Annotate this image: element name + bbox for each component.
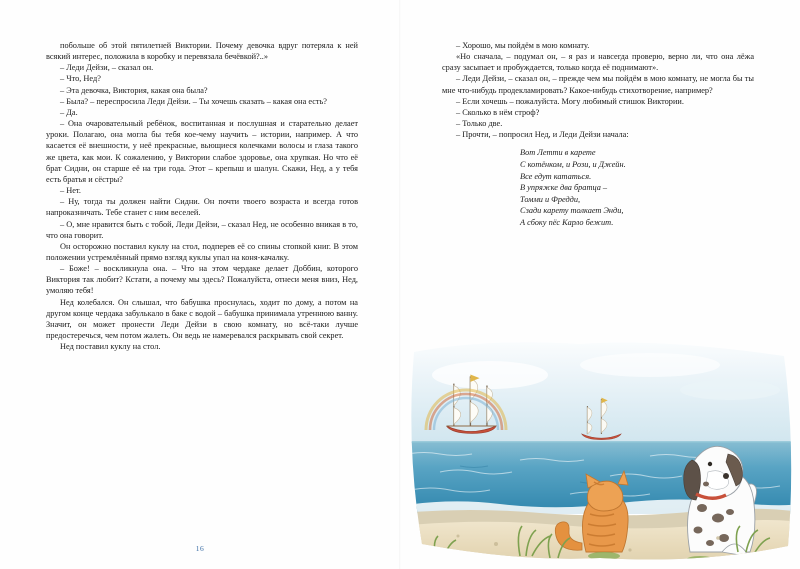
- illustration-canvas: [400, 330, 800, 569]
- paragraph: Нед колебался. Он слышал, что бабушка проснулась, ходит по дому, а потом на другом конце чердака забулькало в баке с водой – бабушка принимала утреннюю ванну. Значит, он может пронести Леди Дейзи в свою комнату, но всё-таки лучше предостеречься, чем потом жалеть. Он ведь не намеревался раскрывать свой секрет.: [46, 297, 358, 341]
- paragraph: – Только две.: [456, 119, 503, 129]
- paragraph: – Что, Нед?: [60, 74, 101, 84]
- verse-line: С котёнком, и Рози, и Джейн.: [520, 160, 626, 169]
- verse-line: А сбоку пёс Карло бежит.: [520, 217, 614, 227]
- paragraph: – Прочти, – попросил Нед, и Леди Дейзи начала:: [456, 130, 629, 140]
- verse-line: Все едут кататься.: [520, 171, 592, 181]
- verse-line: В упряжке два братца –: [520, 183, 608, 193]
- paragraph: – Нет.: [60, 186, 81, 196]
- verse-line: Томми и Фредди,: [520, 194, 581, 204]
- paragraph: – О, мне нравится быть с тобой, Леди Дейзи, – сказал Нед, не особенно вникая в то, что она говорит.: [46, 219, 358, 240]
- page-number: 16: [195, 544, 205, 553]
- paragraph: – Была? – переспросила Леди Дейзи. – Ты хочешь сказать – какая она есть?: [60, 96, 327, 106]
- verse-line: Сзади карету толкает Энди,: [520, 206, 624, 216]
- paragraph: – Если хочешь – пожалуйста. Могу любимый стишок Виктории.: [456, 96, 684, 106]
- paragraph: – Леди Дейзи, – сказал он, – прежде чем мы пойдём в мою комнату, не могла бы ты мне что-нибудь продекламировать? Какое-нибудь стихотворение, например?: [442, 74, 754, 95]
- dog-eye: [708, 462, 712, 466]
- paragraph: – Она очаровательный ребёнок, воспитанная и послушная и старательно делает уроки. Полагаю, она могла бы тебя кое-чему научить – истории, например. А что касается её внешности, у неё прекрасные, вьющиеся колечками волосы и глаза такого же цвета, как мои. К сожалению, у Виктории слабое здоровье, она хрупкая. Но что её брат Сидни, он старше её на три года. Этот – крепыш и шалун. Скажи, Нед, а у тебя есть братья и сёстры?: [46, 119, 358, 184]
- paragraph: «Но сначала, – подумал он, – я раз и навсегда проверю, верно ли, что она лёжа сразу засыпает и пробуждается, только когда её поднимают».: [442, 52, 754, 73]
- paragraph: – Леди Дейзи, – сказал он.: [60, 63, 154, 73]
- paragraph: – Ну, тогда ты должен найти Сидни. Он почти твоего возраста и всегда готов напроказничать. Тебе станет с ним веселей.: [46, 197, 358, 218]
- paragraph: побольше об этой пятилетней Виктории. Почему девочка вдруг потеряла к ней всякий интерес, положила в коробку и перевязала бечёвкой?..»: [46, 41, 358, 62]
- dog-nose: [723, 473, 729, 479]
- paragraph: Он осторожно поставил куклу на стол, подперев её со спины стопкой книг. В этом положении устремлённый прямо взгляд куклы упал на коня-качалку.: [46, 241, 358, 262]
- paragraph: – Хорошо, мы пойдём в мою комнату.: [456, 41, 590, 50]
- paragraph: – Да.: [60, 107, 78, 117]
- poem-verse: [442, 147, 754, 228]
- beach-illustration: [400, 330, 800, 569]
- paragraph: – Боже! – воскликнула она. – Что на этом чердаке делает Доббин, которого Виктория так любит? Кстати, а почему мы здесь? Пожалуйста, отнеси меня вниз, Нед, умоляю тебя!: [46, 264, 358, 296]
- paragraph: – Эта девочка, Виктория, какая она была?: [60, 85, 208, 95]
- paragraph: Нед поставил куклу на стол.: [60, 342, 161, 352]
- paragraph: – Сколько в нём строф?: [456, 107, 540, 117]
- verse-line: Вот Летти в карете: [520, 148, 596, 158]
